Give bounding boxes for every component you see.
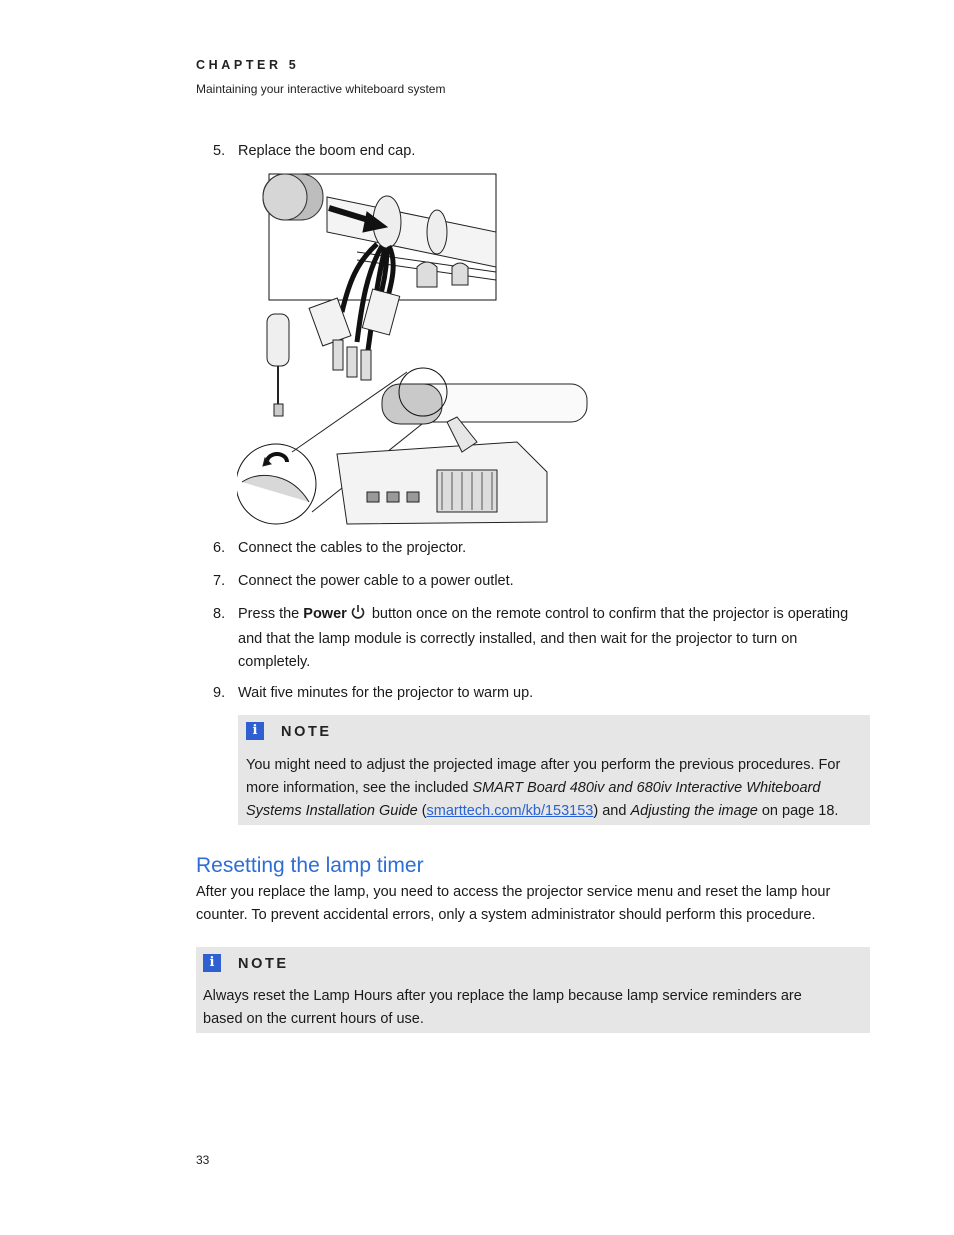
note-text-b: (: [417, 803, 427, 819]
note-heading: NOTE: [238, 956, 289, 972]
note-text-d: on page 18.: [757, 803, 839, 819]
info-icon: i: [203, 954, 221, 972]
step-number: 8.: [213, 606, 226, 622]
step-text: Wait five minutes for the projector to warm up.: [238, 685, 534, 701]
kb-link[interactable]: smarttech.com/kb/153153: [426, 803, 594, 819]
step-text: [238, 603, 868, 674]
step-text-post: button once on the remote control to confirm that the projector is operating and that the lamp module is correctly installed, and then wait for the projector to turn on completely.: [238, 606, 849, 670]
step-text-pre: Press the: [238, 606, 304, 622]
power-label: Power: [303, 606, 347, 622]
section-heading: Resetting the lamp timer: [196, 854, 424, 877]
step-number: 7.: [213, 573, 226, 589]
chapter-subtitle: Maintaining your interactive whiteboard system: [196, 82, 446, 96]
note-text-a: You might need to adjust the projected image after you perform the previous procedures. For more information, see the included: [246, 757, 841, 796]
section-reference: Adjusting the image: [630, 803, 758, 819]
power-icon: [350, 604, 366, 628]
step-text: Connect the cables to the projector.: [238, 540, 467, 556]
note-text: [246, 754, 866, 823]
step-number: 5.: [213, 143, 226, 159]
boom-end-cap-illustration: [237, 172, 591, 526]
step-text: Replace the boom end cap.: [238, 143, 416, 159]
page-number: 33: [196, 1153, 210, 1167]
note-heading: NOTE: [281, 724, 332, 740]
step-text: Connect the power cable to a power outlet.: [238, 573, 514, 589]
note-text-c: ) and: [593, 803, 631, 819]
note-box-1: [238, 715, 870, 825]
info-icon: i: [246, 722, 264, 740]
guide-title: SMART Board 480iv and 680iv Interactive Whiteboard Systems Installation Guide: [246, 780, 821, 819]
note-box-2: [196, 947, 870, 1033]
note-text: Always reset the Lamp Hours after you replace the lamp because lamp service reminders are based on the current hours of use.: [203, 988, 802, 1027]
step-number: 9.: [213, 685, 226, 701]
chapter-label: CHAPTER 5: [196, 58, 300, 72]
step-number: 6.: [213, 540, 226, 556]
section-body: After you replace the lamp, you need to access the projector service menu and reset the lamp hour counter. To prevent accidental errors, only a system administrator should perform this procedure.: [196, 884, 831, 923]
